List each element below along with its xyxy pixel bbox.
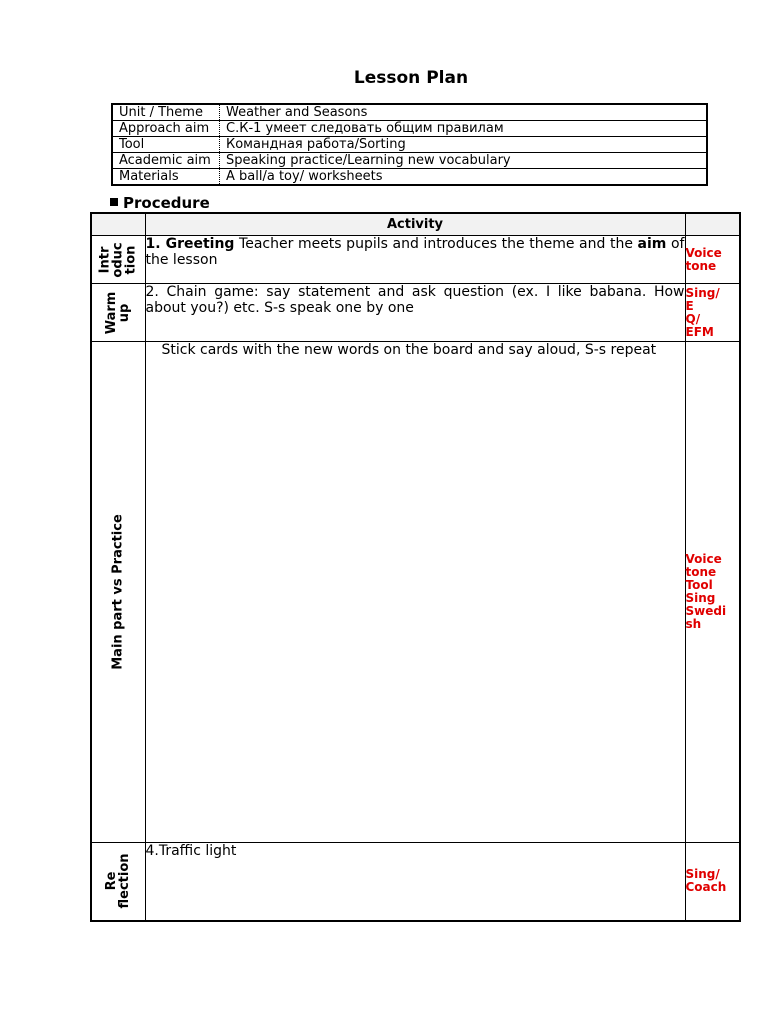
activity-cell — [145, 236, 685, 284]
info-value: Командная работа/Sorting — [220, 137, 708, 153]
info-row — [112, 153, 707, 169]
stage-label: Main part vs Practice — [110, 514, 126, 670]
info-row — [112, 121, 707, 137]
activity-text: Stick cards with the new words on the board and say aloud, S-s repeat — [161, 342, 657, 358]
info-value: Weather and Seasons — [226, 105, 368, 120]
note-header-cell — [685, 213, 740, 236]
stage-label: Re flection — [104, 853, 133, 909]
info-row — [112, 169, 707, 186]
note-cell: Voice tone Tool Sing Swedi sh — [685, 342, 740, 843]
activity-text: of the lesson — [145, 236, 685, 268]
info-key: Tool — [112, 137, 220, 153]
info-key: Unit / Theme — [112, 104, 220, 121]
note-cell: Sing/ E Q/ EFM — [685, 284, 740, 342]
note-cell: Voice tone — [685, 236, 740, 284]
stage-row-main-part — [91, 342, 740, 843]
stage-row-introduction — [91, 236, 740, 284]
note-cell: Sing/ Coach — [685, 843, 740, 921]
activity-cell: 2. Chain game: say statement and ask question (ex. I like babana. How about you?) etc. S-s speak one by one — [145, 284, 685, 342]
activity-bold: aim — [637, 236, 667, 252]
info-value: A ball/a toy/ worksheets — [220, 169, 708, 186]
info-key: Academic aim — [112, 153, 220, 169]
info-row — [112, 104, 707, 121]
info-key: Approach aim — [112, 121, 220, 137]
info-key: Materials — [112, 169, 220, 186]
stage-cell — [91, 236, 145, 284]
activity-text: Teacher meets pupils and introduces the theme and the — [234, 236, 638, 252]
activity-bold: 1. Greeting — [145, 236, 235, 252]
stage-cell — [91, 342, 145, 843]
page-title: Lesson Plan — [353, 68, 469, 88]
stage-row-warm-up — [91, 284, 740, 342]
activity-cell: 4.Traffic light — [145, 843, 685, 921]
stage-header-cell — [91, 213, 145, 236]
stage-row-reflection — [91, 843, 740, 921]
activity-cell — [145, 342, 685, 843]
stage-label: Warm up — [104, 291, 133, 334]
procedure-heading — [110, 194, 210, 212]
info-row — [112, 137, 707, 153]
info-value: Speaking practice/Learning new vocabulary — [220, 153, 708, 169]
activity-header: Activity — [145, 213, 685, 236]
stage-cell — [91, 843, 145, 921]
lesson-info-table — [111, 103, 708, 186]
stage-label: Intr oduc tion — [97, 241, 139, 278]
procedure-header-row — [91, 213, 740, 236]
square-bullet-icon — [110, 198, 118, 206]
procedure-heading-text: Procedure — [123, 194, 210, 212]
procedure-table — [90, 212, 741, 922]
stage-cell — [91, 284, 145, 342]
title-wrapper — [0, 68, 768, 88]
info-value: С.К-1 умеет следовать общим правилам — [220, 121, 708, 137]
